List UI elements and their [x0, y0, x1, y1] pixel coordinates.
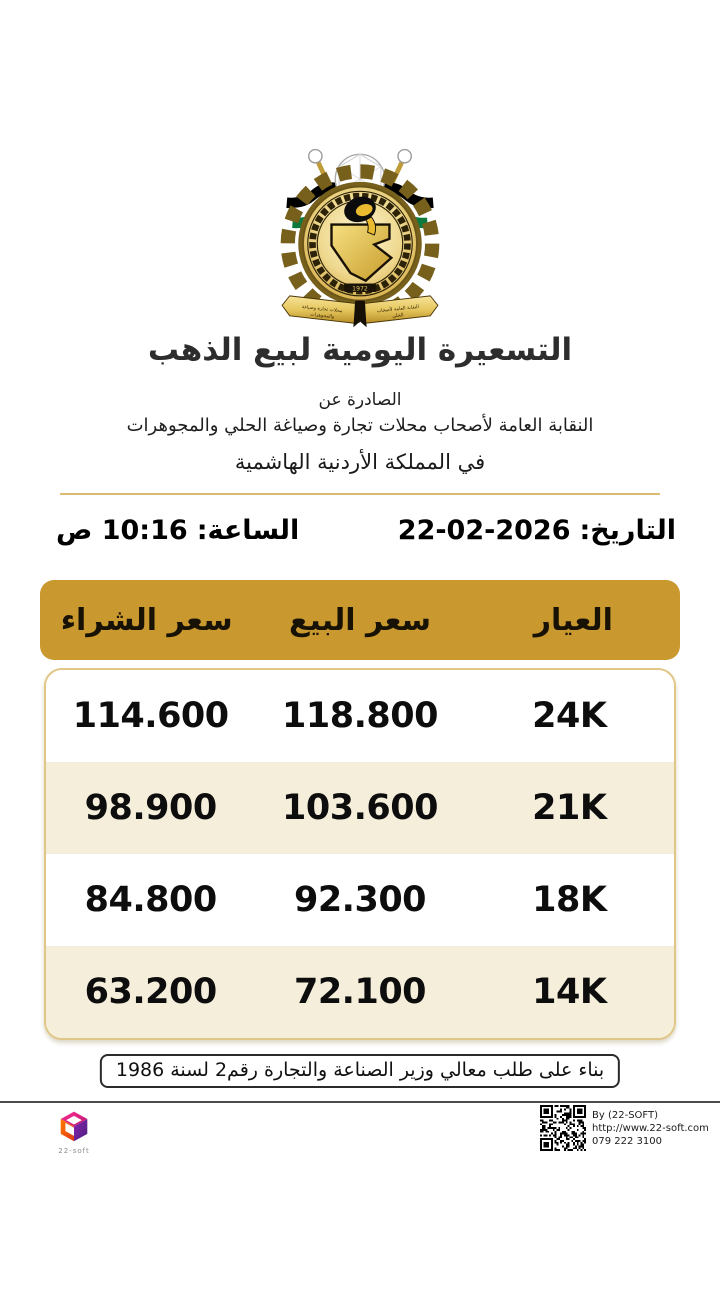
time-pair: [56, 515, 299, 546]
karat-value: 24K: [532, 696, 607, 736]
sell-price: 103.600: [282, 788, 438, 828]
column-buy-price: سعر الشراء: [60, 602, 233, 638]
date-pair: [398, 515, 676, 546]
credit-phone: 079 222 3100: [592, 1136, 662, 1147]
table-row-18k: [46, 854, 674, 946]
buy-price: 63.200: [84, 972, 217, 1012]
brand-name: 22-soft: [58, 1147, 90, 1155]
karat-value: 21K: [532, 788, 607, 828]
time-value: 10:16 ص: [56, 515, 188, 546]
cube-logo-icon: [58, 1110, 90, 1146]
ribbon-right-text-2: الحلي: [392, 313, 404, 320]
date-time-row: [0, 515, 720, 546]
sell-price: 92.300: [293, 880, 427, 920]
buy-price: 98.900: [84, 788, 217, 828]
qr-code-icon: [540, 1105, 586, 1151]
karat-value: 14K: [532, 972, 607, 1012]
column-sell-price: سعر البيع: [288, 602, 432, 638]
software-brand-logo: [50, 1110, 98, 1155]
table-row-24k: [46, 670, 674, 762]
developer-credits: [540, 1105, 709, 1151]
founded-year: 1972: [352, 285, 368, 293]
issued-by-label: الصادرة عن: [318, 390, 402, 410]
buy-price: 114.600: [72, 696, 229, 736]
column-karat: العيار: [533, 602, 613, 638]
date-value: 22-02-2026: [397, 515, 571, 546]
time-label: الساعة:: [196, 515, 300, 546]
ribbon-right-text-1: النقابة العامة لأصحاب: [376, 304, 420, 315]
price-table-header: [40, 580, 680, 660]
buy-price: 84.800: [84, 880, 217, 920]
country-name: في المملكة الأردنية الهاشمية: [234, 450, 486, 474]
table-row-21k: [46, 762, 674, 854]
ribbon-left-text-2: والمجوهرات: [309, 312, 335, 321]
ministerial-note: بناء على طلب معالي وزير الصناعة والتجارة رقم2 لسنة 1986: [100, 1054, 620, 1088]
price-table-body: [44, 668, 676, 1040]
association-name: النقابة العامة لأصحاب محلات تجارة وصياغة الحلي والمجوهرات: [126, 415, 594, 436]
footer-divider: [0, 1101, 720, 1103]
union-emblem-logo: [265, 136, 455, 336]
date-label: التاريخ:: [579, 515, 676, 546]
emblem-graphic: [265, 136, 455, 336]
ribbon-left-text-1: محلات تجارة وصياغة: [301, 304, 343, 315]
table-row-14k: [46, 946, 674, 1038]
credit-text: [592, 1105, 709, 1148]
sell-price: 118.800: [282, 696, 438, 736]
sell-price: 72.100: [293, 972, 427, 1012]
credit-url: http://www.22-soft.com: [592, 1123, 709, 1134]
credit-by: By (22-SOFT): [592, 1110, 658, 1121]
gold-divider: [60, 493, 660, 495]
karat-value: 18K: [532, 880, 607, 920]
page-title: التسعيرة اليومية لبيع الذهب: [147, 332, 573, 368]
